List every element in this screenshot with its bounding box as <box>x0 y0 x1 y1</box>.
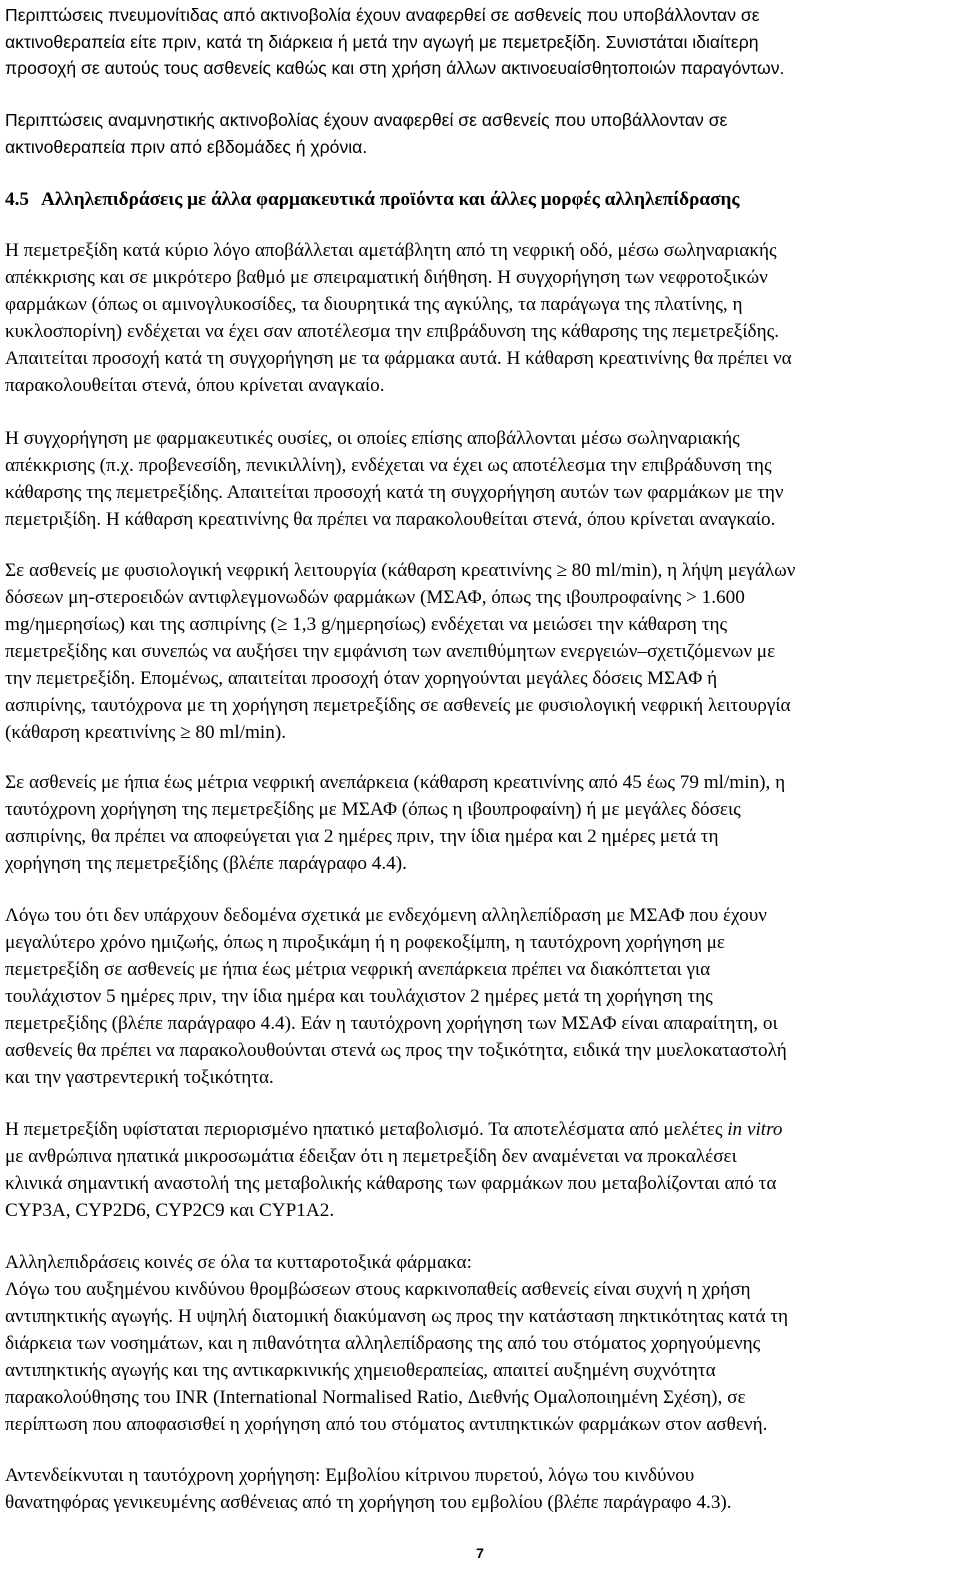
text-line: Σε ασθενείς με φυσιολογική νεφρική λειτουργία (κάθαρση κρεατινίνης ≥ 80 ml/min), η λήψη μεγάλων <box>5 560 796 581</box>
text-line: φαρμάκων (όπως οι αμινογλυκοσίδες, τα διουρητικά της αγκύλης, τα παράγωγα της πλατίνης, η <box>5 294 743 315</box>
text-line: παρακολούθησης του INR (International Normalised Ratio, Διεθνής Ομαλοποιημένη Σχέση), σε <box>5 1387 746 1408</box>
section-number: 4.5 <box>5 189 29 210</box>
text-line: παρακολουθείται στενά, όπου κρίνεται αναγκαίο. <box>5 375 385 396</box>
text-line: απέκκρισης (π.χ. προβενεσίδη, πενικιλλίνη), ενδέχεται να έχει ως αποτέλεσμα την επιβράδυνση της <box>5 455 772 476</box>
paragraph-tubular-secretion <box>5 425 784 533</box>
text-line: Η πεμετρεξίδη κατά κύριο λόγο αποβάλλεται αμετάβλητη από τη νεφρική οδό, μέσω σωληναριακής <box>5 240 777 261</box>
text-line: με ανθρώπινα ηπατικά μικροσωμάτια έδειξαν ότι η πεμετρεξίδη δεν αναμένεται να προκαλέσει <box>5 1146 737 1167</box>
text-line: (κάθαρση κρεατινίνης ≥ 80 ml/min). <box>5 722 287 743</box>
text-line: Λόγω του αυξημένου κινδύνου θρομβώσεων στους καρκινοπαθείς ασθενείς είναι συχνή η χρήση <box>5 1279 751 1300</box>
text-line: πεμετρεξίδης (βλέπε παράγραφο 4.4). Εάν η ταυτόχρονη χορήγηση των ΜΣΑΦ είναι απαραίτητη, οι <box>5 1013 778 1034</box>
paragraph-nsaid-mild-renal <box>5 769 785 877</box>
text-line: αντιπηκτικής αγωγής και της αντικαρκινικής χημειοθεραπείας, απαιτεί αυξημένη συχνότητα <box>5 1360 716 1381</box>
text-line: πεμετρεξίδη σε ασθενείς με ήπια έως μέτρια νεφρική ανεπάρκεια πρέπει να διακόπτεται για <box>5 959 711 980</box>
paragraph-contraindication-vaccine <box>5 1462 732 1516</box>
text-segment: Η πεμετρεξίδη υφίσταται περιορισμένο ηπατικό μεταβολισμό. Τα αποτελέσματα από μελέτες <box>5 1119 728 1140</box>
text-line: Περιπτώσεις αναμνηστικής ακτινοβολίας έχουν αναφερθεί σε ασθενείς που υποβάλλονταν σε <box>5 110 728 130</box>
text-line: Αλληλεπιδράσεις κοινές σε όλα τα κυτταροτοξικά φάρμακα: <box>5 1252 472 1273</box>
section-title: Αλληλεπιδράσεις με άλλα φαρμακευτικά προϊόντα και άλλες μορφές αλληλεπίδρασης <box>40 189 740 210</box>
text-line: χορήγηση της πεμετρεξίδης (βλέπε παράγραφο 4.4). <box>5 853 407 874</box>
text-line <box>5 1116 782 1143</box>
text-line: και την γαστρεντερική τοξικότητα. <box>5 1067 274 1088</box>
paragraph-nsaid-normal-renal <box>5 557 795 746</box>
text-line: Περιπτώσεις πνευμονίτιδας από ακτινοβολία έχουν αναφερθεί σε ασθενείς που υποβάλλονταν σε <box>5 5 760 25</box>
text-line: δόσεων μη-στεροειδών αντιφλεγμονωδών φαρμάκων (ΜΣΑΦ, όπως της ιβουπροφαίνης > 1.600 <box>5 587 745 608</box>
text-line: μεγαλύτερο χρόνο ημιζωής, όπως η πιροξικάμη ή η ροφεκοξίμπη, η ταυτόχρονη χορήγηση με <box>5 932 725 953</box>
section-heading <box>5 186 740 213</box>
paragraph-radiation-pneumonitis <box>5 2 784 82</box>
text-line: προσοχή σε αυτούς τους ασθενείς καθώς και στη χρήση άλλων ακτινοευαίσθητοποιών παραγόντων. <box>5 58 785 78</box>
paragraph-hepatic-metabolism <box>5 1116 782 1224</box>
text-line: Σε ασθενείς με ήπια έως μέτρια νεφρική ανεπάρκεια (κάθαρση κρεατινίνης από 45 έως 79 ml/min), η <box>5 772 786 793</box>
text-line: ακτινοθεραπεία είτε πριν, κατά τη διάρκεια ή μετά την αγωγή με πεμετρεξίδη. Συνιστάται ιδιαίτερη <box>5 31 759 52</box>
text-line: θανατηφόρας γενικευμένης ασθένειας από τη χορήγηση του εμβολίου (βλέπε παράγραφο 4.3). <box>5 1492 732 1513</box>
text-line: mg/ημερησίως) και της ασπιρίνης (≥ 1,3 g/ημερησίως) ενδέχεται να μειώσει την κάθαρση της <box>5 614 728 635</box>
text-line: διάρκεια των νοσημάτων, και η πιθανότητα αλληλεπίδρασης της από του στόματος χορηγούμενης <box>5 1333 761 1354</box>
text-line: Αντενδείκνυται η ταυτόχρονη χορήγηση: Εμβολίου κίτρινου πυρετού, λόγω του κινδύνου <box>5 1465 695 1486</box>
text-line: CYP3A, CYP2D6, CYP2C9 και CYP1A2. <box>5 1200 335 1221</box>
text-line: ασθενείς θα πρέπει να παρακολουθούνται στενά ως προς την τοξικότητα, ειδικά την μυελοκαταστολή <box>5 1040 787 1061</box>
text-line: ασπιρίνης, ταυτόχρονα με τη χορήγηση πεμετρεξίδης σε ασθενείς με φυσιολογική νεφρική λειτουργία <box>5 695 791 716</box>
paragraph-renal-elimination <box>5 237 792 399</box>
text-line: αντιπηκτικής αγωγής. Η υψηλή διατομική διακύμανση ως προς την κατάσταση πηκτικότητας κατά τη <box>5 1306 789 1327</box>
text-line: ακτινοθεραπεία πριν από εβδομάδες ή χρόνια. <box>5 136 368 157</box>
text-line: πεμετρεξίδης και συνεπώς να αυξήσει την εμφάνιση των ανεπιθύμητων ενεργειών–σχετιζόμενων με <box>5 641 776 662</box>
italic-term: in vitro <box>727 1119 783 1140</box>
paragraph-long-half-life-nsaid <box>5 902 787 1091</box>
paragraph-cytotoxic-interactions <box>5 1249 788 1438</box>
text-line: απέκκρισης και σε μικρότερο βαθμό με σπειραματική διήθηση. Η συγχορήγηση των νεφροτοξικών <box>5 267 768 288</box>
text-line: τουλάχιστον 5 ημέρες πριν, την ίδια ημέρα και τουλάχιστον 2 ημέρες μετά τη χορήγηση της <box>5 986 713 1007</box>
text-line: Απαιτείται προσοχή κατά τη συγχορήγηση με τα φάρμακα αυτά. Η κάθαρση κρεατινίνης θα πρέπει να <box>5 348 792 369</box>
text-line: ταυτόχρονη χορήγηση της πεμετρεξίδης με ΜΣΑΦ (όπως η ιβουπροφαίνη) ή με μεγάλες δόσεις <box>5 799 741 820</box>
text-line: κλινικά σημαντική αναστολή της μεταβολικής κάθαρσης των φαρμάκων που μεταβολίζονται από τα <box>5 1173 777 1194</box>
text-line: πεμετριξίδη. Η κάθαρση κρεατινίνης θα πρέπει να παρακολουθείται στενά, όπου κρίνεται αναγκαίο. <box>5 509 776 530</box>
paragraph-radiation-recall <box>5 107 727 160</box>
text-line: Λόγω του ότι δεν υπάρχουν δεδομένα σχετικά με ενδεχόμενη αλληλεπίδραση με ΜΣΑΦ που έχουν <box>5 905 767 926</box>
text-line: ασπιρίνης, θα πρέπει να αποφεύγεται για 2 ημέρες πριν, την ίδια ημέρα και 2 ημέρες μετά τη <box>5 826 719 847</box>
text-line: την πεμετρεξίδη. Επομένως, απαιτείται προσοχή όταν χορηγούνται μεγάλες δόσεις ΜΣΑΦ ή <box>5 668 718 689</box>
page-number: 7 <box>476 1545 484 1561</box>
text-line: περίπτωση που αποφασισθεί η χορήγηση από του στόματος αντιπηκτικών φαρμάκων στον ασθενή. <box>5 1414 768 1435</box>
text-line: κάθαρσης της πεμετρεξίδης. Απαιτείται προσοχή κατά τη συγχορήγηση αυτών των φαρμάκων με την <box>5 482 784 503</box>
text-line: Η συγχορήγηση με φαρμακευτικές ουσίες, οι οποίες επίσης αποβάλλονται μέσω σωληναριακής <box>5 428 740 449</box>
text-line: κυκλοσπορίνη) ενδέχεται να έχει σαν αποτέλεσμα την επιβράδυνση της κάθαρσης της πεμετρεξίδης. <box>5 321 779 342</box>
